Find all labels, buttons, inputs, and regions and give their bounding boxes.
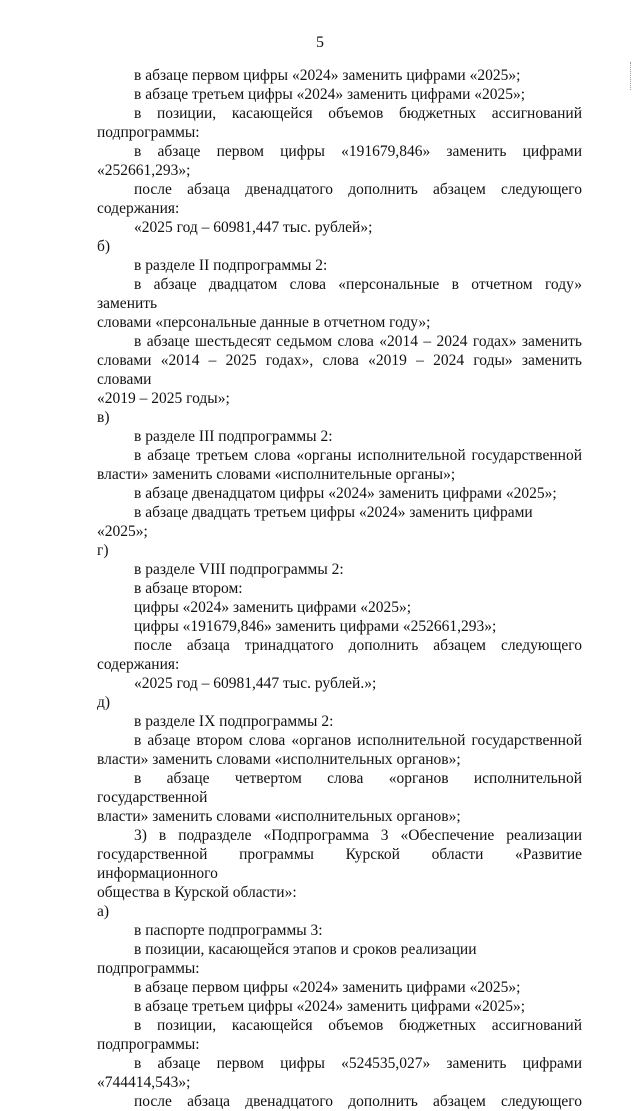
text-line: цифры «2024» заменить цифрами «2025»; <box>134 599 412 616</box>
text-line: в позиции, касающейся объемов бюджетных ассигнований <box>134 1017 582 1034</box>
text-line: «252661,293»; <box>97 162 191 179</box>
text-line: в абзаце втором: <box>134 580 243 597</box>
paragraph <box>97 503 582 541</box>
text-line: общества в Курской области»: <box>97 884 297 901</box>
text-line: в абзаце первом цифры «524535,027» заменить цифрами <box>134 1055 582 1072</box>
text-line: содержания: <box>97 200 180 217</box>
paragraph <box>97 275 582 332</box>
text-line: после абзаца двенадцатого дополнить абзацем следующего <box>134 181 582 198</box>
text-line: после абзаца тринадцатого дополнить абзацем следующего <box>134 637 582 654</box>
paragraph <box>97 218 582 237</box>
paragraph <box>97 674 582 693</box>
margin-mark <box>630 62 633 90</box>
text-run: в разделе III подпрограммы 2: <box>134 428 333 445</box>
text-line: в абзаце втором слова «органов исполнительной государственной <box>134 732 582 749</box>
paragraph <box>97 1092 582 1111</box>
list-marker: б) <box>97 238 111 255</box>
list-marker: г) <box>97 542 109 559</box>
paragraph <box>97 731 582 769</box>
text-line <box>97 408 582 446</box>
paragraph <box>97 636 582 674</box>
text-line: подпрограммы: <box>97 124 200 141</box>
paragraph <box>97 940 582 978</box>
text-line: в абзаце первом цифры «191679,846» заменить цифрами <box>134 143 582 160</box>
list-marker: д) <box>97 694 111 711</box>
text-line: «744414,543»; <box>97 1074 191 1091</box>
paragraph <box>97 446 582 484</box>
text-line: «2019 – 2025 годы»; <box>97 390 230 407</box>
text-line: в абзаце третьем цифры «2024» заменить цифрами «2025»; <box>134 998 526 1015</box>
paragraph <box>97 1054 582 1092</box>
text-line: цифры «191679,846» заменить цифрами «252661,293»; <box>134 618 497 635</box>
text-line: в позиции, касающейся объемов бюджетных ассигнований <box>134 105 582 122</box>
text-run: в разделе II подпрограммы 2: <box>134 257 328 274</box>
list-marker: а) <box>97 903 110 920</box>
paragraph <box>97 408 582 446</box>
page-number: 5 <box>316 34 324 51</box>
text-run: в разделе VIII подпрограммы 2: <box>134 561 344 578</box>
text-line: 3) в подразделе «Подпрограмма 3 «Обеспечение реализации <box>134 827 582 844</box>
text-line <box>97 902 582 940</box>
paragraph <box>97 66 582 85</box>
paragraph <box>97 693 582 731</box>
text-line: в абзаце двенадцатом цифры «2024» заменить цифрами «2025»; <box>134 485 557 502</box>
text-line: подпрограммы: <box>97 1036 200 1053</box>
paragraph <box>97 1016 582 1054</box>
text-line: содержания: <box>97 656 180 673</box>
text-run: в разделе IX подпрограммы 2: <box>134 713 334 730</box>
text-line: в абзаце шестьдесят седьмом слова «2014 – 2024 годах» заменить <box>134 333 582 350</box>
text-line: в позиции, касающейся этапов и сроков реализации подпрограммы: <box>97 941 477 977</box>
paragraph <box>97 104 582 142</box>
list-marker: в) <box>97 409 110 426</box>
paragraph <box>97 902 582 940</box>
paragraph <box>97 180 582 218</box>
paragraph <box>97 598 582 617</box>
paragraph <box>97 978 582 997</box>
text-line <box>97 237 582 275</box>
text-line: власти» заменить словами «исполнительных органов»; <box>97 751 461 768</box>
text-run: в паспорте подпрограммы 3: <box>134 922 323 939</box>
paragraph <box>97 541 582 579</box>
paragraph <box>97 769 582 826</box>
text-line: власти» заменить словами «исполнительные органы»; <box>97 466 456 483</box>
text-line: «2025 год – 60981,447 тыс. рублей.»; <box>134 675 377 692</box>
text-line <box>97 693 582 731</box>
text-line: в абзаце третьем цифры «2024» заменить цифрами «2025»; <box>134 86 526 103</box>
text-line: в абзаце четвертом слова «органов исполнительной государственной <box>97 770 582 806</box>
paragraph <box>97 579 582 598</box>
text-line: «2025 год – 60981,447 тыс. рублей»; <box>134 219 373 236</box>
text-line: в абзаце первом цифры «2024» заменить цифрами «2025»; <box>134 67 521 84</box>
paragraph <box>97 997 582 1016</box>
paragraph <box>97 332 582 408</box>
text-line <box>97 541 582 579</box>
paragraph <box>97 826 582 902</box>
document-body <box>97 66 582 1111</box>
paragraph <box>97 617 582 636</box>
text-line: в абзаце двадцатом слова «персональные в отчетном году» заменить <box>97 276 582 312</box>
text-line: после абзаца двенадцатого дополнить абзацем следующего <box>134 1093 582 1110</box>
paragraph <box>97 237 582 275</box>
paragraph <box>97 484 582 503</box>
paragraph <box>97 142 582 180</box>
text-line: в абзаце двадцать третьем цифры «2024» заменить цифрами «2025»; <box>97 504 533 540</box>
text-line: словами «2014 – 2025 годах», слова «2019 – 2024 годы» заменить словами <box>97 352 582 388</box>
text-line: государственной программы Курской области «Развитие информационного <box>97 846 582 882</box>
text-line: в абзаце третьем слова «органы исполнительной государственной <box>134 447 582 464</box>
text-line: власти» заменить словами «исполнительных органов»; <box>97 808 461 825</box>
paragraph <box>97 85 582 104</box>
text-line: в абзаце первом цифры «2024» заменить цифрами «2025»; <box>134 979 521 996</box>
text-line: словами «персональные данные в отчетном году»; <box>97 314 431 331</box>
